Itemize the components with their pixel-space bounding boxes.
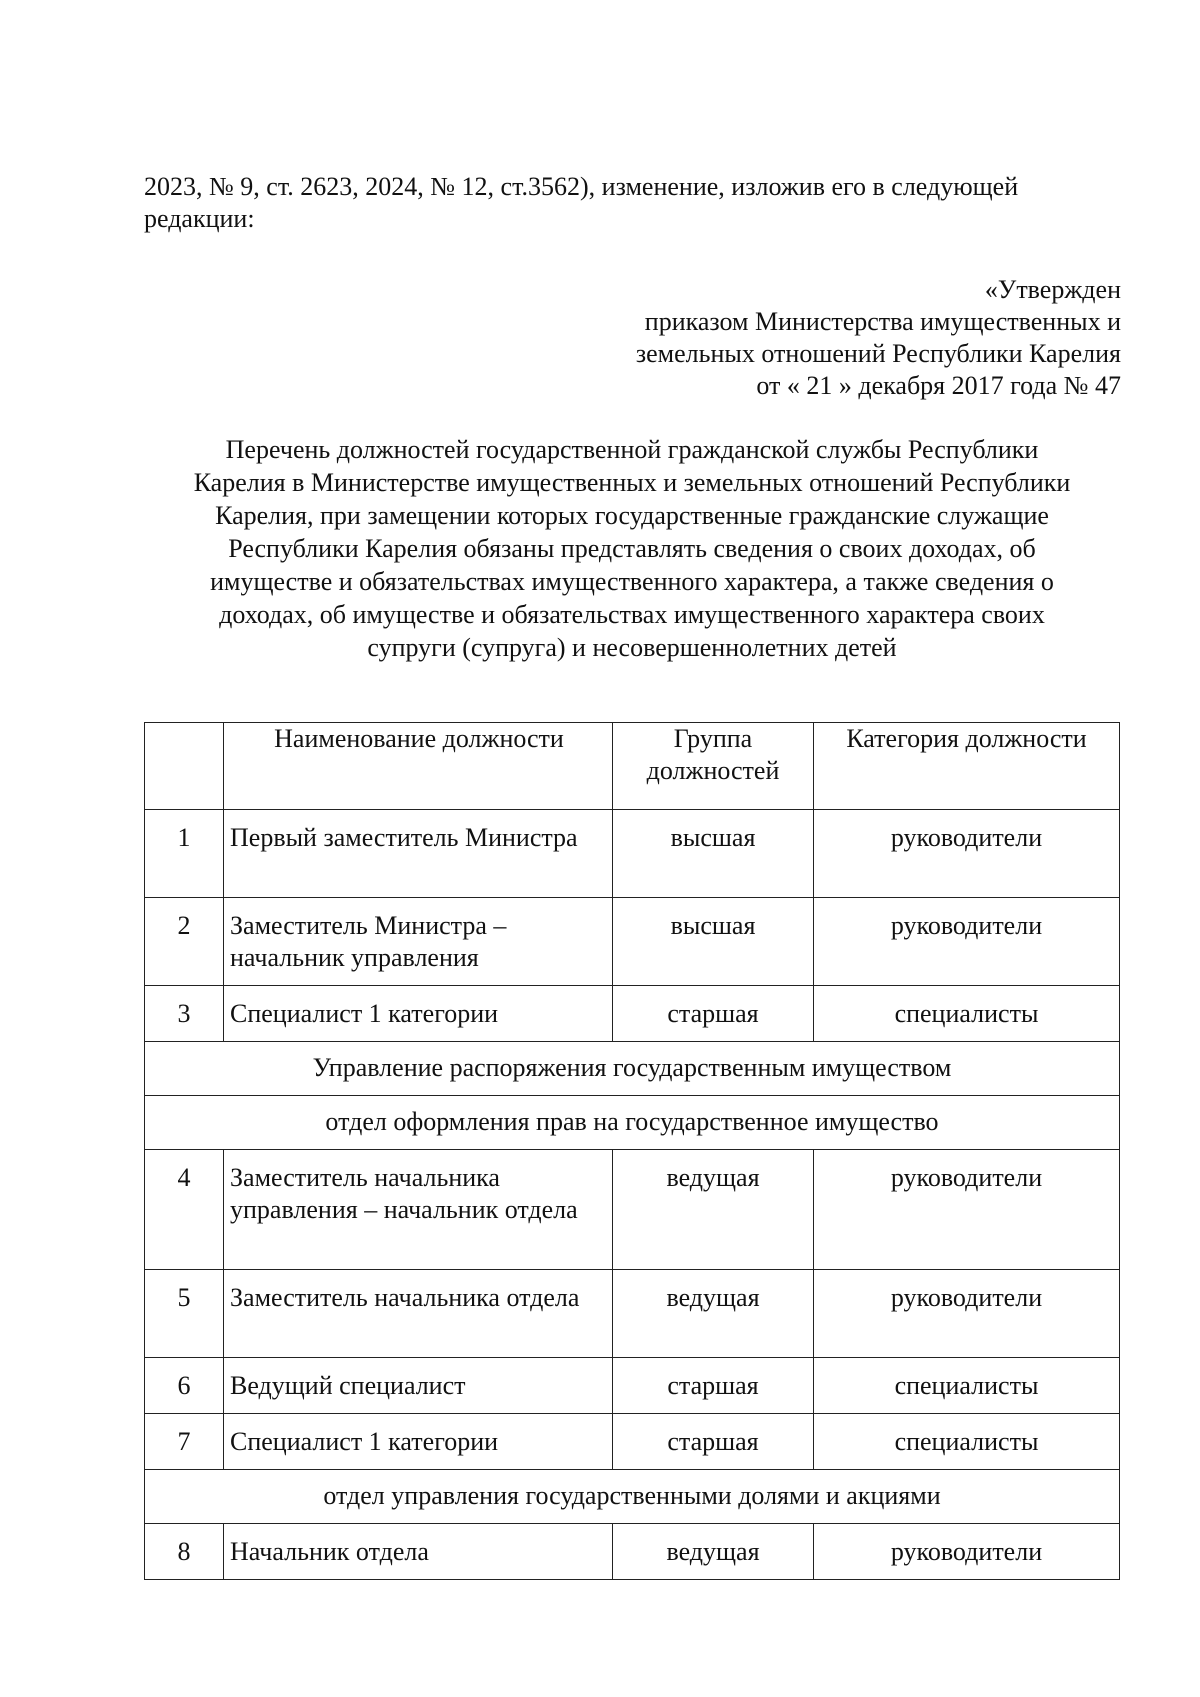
cell-group: ведущая <box>613 1270 814 1358</box>
table-row <box>145 1524 1120 1580</box>
cell-group: ведущая <box>613 1524 814 1580</box>
cell-num: 3 <box>145 986 224 1042</box>
cell-num: 4 <box>145 1150 224 1270</box>
cell-group: ведущая <box>613 1150 814 1270</box>
table-row <box>145 1358 1120 1414</box>
cell-num: 6 <box>145 1358 224 1414</box>
cell-group: высшая <box>613 898 814 986</box>
cell-name: Первый заместитель Министра <box>224 810 613 898</box>
section-row <box>145 1096 1120 1150</box>
cell-group: высшая <box>613 810 814 898</box>
cell-name: Начальник отдела <box>224 1524 613 1580</box>
cell-category: руководители <box>814 1524 1120 1580</box>
title-line-2: Карелия в Министерстве имущественных и земельных отношений Республики <box>193 468 1071 497</box>
header-num <box>145 723 224 810</box>
cell-category: руководители <box>814 898 1120 986</box>
cell-name: Заместитель Министра – начальник управления <box>224 898 613 986</box>
cell-num: 7 <box>145 1414 224 1470</box>
cell-num: 1 <box>145 810 224 898</box>
section-row <box>145 1042 1120 1096</box>
title-line-1: Перечень должностей государственной гражданской службы Республики <box>225 435 1039 464</box>
header-group: Группа должностей <box>613 723 814 810</box>
title-line-7: супруги (супруга) и несовершеннолетних детей <box>367 633 897 662</box>
header-category: Категория должности <box>814 723 1120 810</box>
approval-block <box>636 274 1121 402</box>
table-row <box>145 1414 1120 1470</box>
cell-name: Специалист 1 категории <box>224 986 613 1042</box>
cell-category: специалисты <box>814 986 1120 1042</box>
header-name: Наименование должности <box>224 723 613 810</box>
title-line-6: доходах, об имуществе и обязательствах имущественного характера своих <box>219 600 1045 629</box>
section-title: отдел управления государственными долями и акциями <box>145 1470 1120 1524</box>
cell-group: старшая <box>613 1414 814 1470</box>
cell-name: Заместитель начальника управления – начальник отдела <box>224 1150 613 1270</box>
table-row <box>145 810 1120 898</box>
intro-paragraph: 2023, № 9, ст. 2623, 2024, № 12, ст.3562), изменение, изложив его в следующей редакции: <box>144 172 1019 233</box>
cell-category: руководители <box>814 1270 1120 1358</box>
section-title: Управление распоряжения государственным имуществом <box>145 1042 1120 1096</box>
title-line-4: Республики Карелия обязаны представлять сведения о своих доходах, об <box>228 534 1036 563</box>
table-row <box>145 898 1120 986</box>
cell-category: специалисты <box>814 1414 1120 1470</box>
approval-line-4: от « 21 » декабря 2017 года № 47 <box>756 371 1121 400</box>
table-row <box>145 986 1120 1042</box>
approval-line-2: приказом Министерства имущественных и <box>644 307 1121 336</box>
table-row <box>145 1270 1120 1358</box>
cell-name: Специалист 1 категории <box>224 1414 613 1470</box>
section-row <box>145 1470 1120 1524</box>
title-line-3: Карелия, при замещении которых государственные гражданские служащие <box>215 501 1049 530</box>
cell-name: Заместитель начальника отдела <box>224 1270 613 1358</box>
section-title: отдел оформления прав на государственное имущество <box>145 1096 1120 1150</box>
cell-group: старшая <box>613 1358 814 1414</box>
cell-name: Ведущий специалист <box>224 1358 613 1414</box>
cell-category: специалисты <box>814 1358 1120 1414</box>
table-row <box>145 1150 1120 1270</box>
approval-line-1: «Утвержден <box>984 275 1121 304</box>
cell-group: старшая <box>613 986 814 1042</box>
approval-line-3: земельных отношений Республики Карелия <box>635 339 1121 368</box>
cell-category: руководители <box>814 810 1120 898</box>
title-line-5: имуществе и обязательствах имущественного характера, а также сведения о <box>210 567 1054 596</box>
cell-num: 2 <box>145 898 224 986</box>
document-title <box>144 433 1120 664</box>
cell-num: 5 <box>145 1270 224 1358</box>
cell-num: 8 <box>145 1524 224 1580</box>
table-header-row <box>145 723 1120 810</box>
positions-table <box>144 722 1120 1580</box>
cell-category: руководители <box>814 1150 1120 1270</box>
